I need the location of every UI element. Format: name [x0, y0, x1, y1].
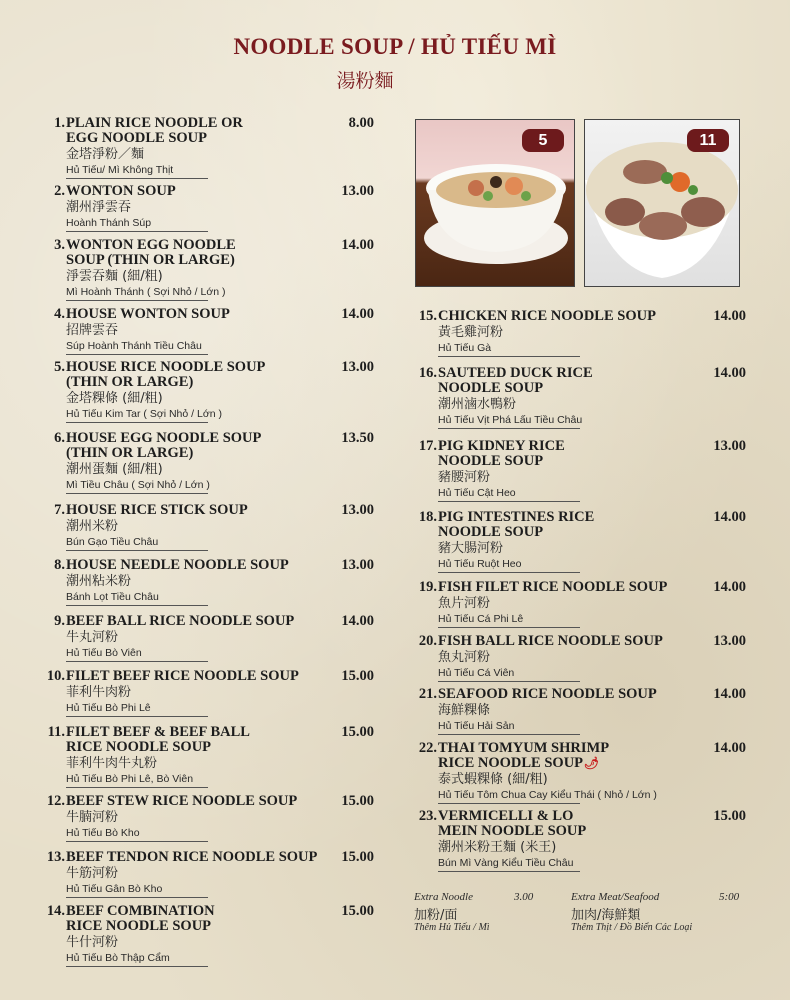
- item-price: 15.00: [341, 668, 374, 684]
- item-price: 14.00: [713, 686, 746, 702]
- extra-price: 5:00: [719, 891, 740, 903]
- item-name: [66, 238, 336, 268]
- item-name-line: FISH FILET RICE NOODLE SOUP: [438, 579, 668, 595]
- item-name-line: HOUSE RICE NOODLE SOUP: [66, 359, 266, 375]
- item-price: 15.00: [713, 808, 746, 824]
- item-divider: [66, 787, 208, 788]
- item-price: 15.00: [341, 724, 374, 740]
- item-number: 15.: [418, 308, 437, 324]
- item-name: [66, 184, 336, 199]
- item-vietnamese-name: Hủ Tiếu Hải Sản: [438, 720, 515, 732]
- item-number: 17.: [418, 438, 437, 454]
- item-price: 15.00: [341, 793, 374, 809]
- item-price: 14.00: [713, 740, 746, 756]
- item-price: 8.00: [348, 115, 374, 131]
- item-name-line: PIG KIDNEY RICE: [438, 438, 565, 454]
- item-divider: [66, 300, 208, 301]
- item-name: [438, 439, 708, 469]
- item-divider: [66, 422, 208, 423]
- item-price: 13.00: [341, 557, 374, 573]
- item-divider: [66, 661, 208, 662]
- item-price: 14.00: [341, 306, 374, 322]
- item-divider: [66, 841, 208, 842]
- item-vietnamese-name: Hủ Tiếu/ Mì Không Thịt: [66, 164, 174, 176]
- item-vietnamese-name: Hủ Tiếu Cá Phi Lê: [438, 613, 524, 625]
- dish-photo-5: [415, 119, 575, 287]
- item-name: [66, 725, 336, 755]
- item-divider: [66, 605, 208, 606]
- item-number: 8.: [54, 557, 65, 573]
- item-number: 1.: [54, 115, 65, 131]
- item-divider: [66, 966, 208, 967]
- item-number: 21.: [418, 686, 437, 702]
- item-chinese-name: 豬腰河粉: [438, 470, 491, 485]
- item-name-line: EGG NOODLE SOUP: [66, 130, 207, 146]
- item-vietnamese-name: Hủ Tiếu Kim Tar ( Sợi Nhỏ / Lớn ): [66, 408, 222, 420]
- page-subtitle: 湯粉麵: [336, 70, 394, 92]
- item-price: 13.00: [341, 502, 374, 518]
- item-price: 15.00: [341, 849, 374, 865]
- item-price: 14.00: [341, 237, 374, 253]
- item-name-line: NOODLE SOUP: [438, 380, 544, 396]
- item-divider: [66, 354, 208, 355]
- item-name-line: BEEF STEW RICE NOODLE SOUP: [66, 793, 298, 809]
- item-vietnamese-name: Hủ Tiếu Bò Phi Lê, Bò Viên: [66, 773, 194, 785]
- item-price: 13.00: [341, 359, 374, 375]
- item-chinese-name: 潮州淨雲吞: [66, 200, 132, 215]
- item-number: 6.: [54, 430, 65, 446]
- item-divider: [438, 681, 580, 682]
- extra-vi: Thêm Hủ Tiếu / Mì: [414, 922, 490, 933]
- photo-badge: 11: [687, 129, 729, 152]
- item-name: [438, 687, 708, 702]
- item-chinese-name: 菲利牛肉粉: [66, 685, 132, 700]
- item-name-line: BEEF BALL RICE NOODLE SOUP: [66, 613, 295, 629]
- item-chinese-name: 潮州米粉: [66, 519, 119, 534]
- item-name-line: MEIN NOODLE SOUP: [438, 823, 587, 839]
- item-price: 14.00: [713, 509, 746, 525]
- item-name-line: (THIN OR LARGE): [66, 374, 194, 390]
- item-price: 14.00: [341, 613, 374, 629]
- item-name-line: HOUSE EGG NOODLE SOUP: [66, 430, 262, 446]
- item-divider: [438, 501, 580, 502]
- item-vietnamese-name: Mì Tiều Châu ( Sợi Nhỏ / Lớn ): [66, 479, 210, 491]
- item-number: 23.: [418, 808, 437, 824]
- item-vietnamese-name: Hủ Tiếu Bò Viên: [66, 647, 142, 659]
- item-price: 13.00: [713, 438, 746, 454]
- item-vietnamese-name: Hủ Tiếu Bò Phi Lê: [66, 702, 151, 714]
- extra-price: 3.00: [514, 891, 534, 903]
- item-chinese-name: 魚片河粉: [438, 596, 491, 611]
- item-chinese-name: 潮州滷水鴨粉: [438, 397, 517, 412]
- item-vietnamese-name: Bún Mì Vàng Kiểu Tiều Châu: [438, 857, 574, 869]
- item-name-line: FILET BEEF RICE NOODLE SOUP: [66, 668, 299, 684]
- item-price: 14.00: [713, 365, 746, 381]
- page-title: NOODLE SOUP / HỦ TIẾU MÌ: [233, 34, 557, 59]
- item-divider: [438, 803, 580, 804]
- item-name: [66, 614, 336, 629]
- item-price: 15.00: [341, 903, 374, 919]
- item-name: [66, 904, 336, 934]
- item-price: 13.00: [341, 183, 374, 199]
- item-divider: [66, 550, 208, 551]
- photo-badge: 5: [522, 129, 564, 152]
- item-vietnamese-name: Súp Hoành Thánh Tiều Châu: [66, 340, 202, 352]
- item-chinese-name: 豬大腸河粉: [438, 541, 504, 556]
- item-name-line: WONTON EGG NOODLE: [66, 237, 236, 253]
- item-divider: [66, 897, 208, 898]
- item-name-line: PLAIN RICE NOODLE OR: [66, 115, 243, 131]
- item-name-line: (THIN OR LARGE): [66, 445, 194, 461]
- item-number: 7.: [54, 502, 65, 518]
- item-name: [438, 809, 708, 839]
- item-name-line: CHICKEN RICE NOODLE SOUP: [438, 308, 656, 324]
- item-vietnamese-name: Hủ Tiếu Vịt Phá Lấu Tiều Châu: [438, 414, 583, 426]
- item-name: [66, 116, 336, 146]
- item-number: 12.: [46, 793, 65, 809]
- item-divider: [438, 871, 580, 872]
- item-name-line: VERMICELLI & LO: [438, 808, 574, 824]
- item-vietnamese-name: Mì Hoành Thánh ( Sợi Nhỏ / Lớn ): [66, 286, 226, 298]
- chili-pepper-icon: 🌶: [584, 756, 600, 770]
- extra-zh: 加肉/海鮮類: [571, 908, 641, 923]
- item-chinese-name: 黃毛雞河粉: [438, 325, 504, 340]
- item-name-line: SAUTEED DUCK RICE: [438, 365, 593, 381]
- item-name: [438, 510, 708, 540]
- item-name: [66, 431, 336, 461]
- item-number: 4.: [54, 306, 65, 322]
- item-name-line: RICE NOODLE SOUP: [66, 918, 212, 934]
- extra-zh: 加粉/面: [414, 908, 458, 923]
- item-name-line: BEEF COMBINATION: [66, 903, 215, 919]
- item-divider: [438, 734, 580, 735]
- item-chinese-name: 潮州米粉王麵 (米王): [438, 840, 557, 855]
- item-vietnamese-name: Hủ Tiếu Gà: [438, 342, 492, 354]
- item-divider: [438, 627, 580, 628]
- item-divider: [66, 178, 208, 179]
- item-divider: [66, 493, 208, 494]
- item-chinese-name: 潮州粘米粉: [66, 574, 132, 589]
- item-chinese-name: 金塔淨粉／麵: [66, 147, 145, 162]
- item-chinese-name: 泰式蝦粿條 (細/粗): [438, 772, 548, 787]
- item-number: 9.: [54, 613, 65, 629]
- item-name-text: RICE NOODLE SOUP: [438, 755, 584, 771]
- item-chinese-name: 魚丸河粉: [438, 650, 491, 665]
- item-name: [438, 634, 708, 649]
- item-name: [66, 794, 336, 809]
- item-price: 13.50: [341, 430, 374, 446]
- item-number: 2.: [54, 183, 65, 199]
- item-name: [438, 309, 708, 324]
- item-name-line: NOODLE SOUP: [438, 524, 544, 540]
- item-name-line: HOUSE WONTON SOUP: [66, 306, 230, 322]
- extra-label: Extra Meat/Seafood: [571, 891, 660, 903]
- item-vietnamese-name: Bánh Lọt Tiều Châu: [66, 591, 159, 603]
- extra-vi: Thêm Thịt / Đồ Biển Các Loại: [571, 922, 693, 933]
- item-name-line: [438, 756, 708, 771]
- item-name: [66, 307, 336, 322]
- item-chinese-name: 菲利牛肉牛丸粉: [66, 756, 158, 771]
- item-name-line: FILET BEEF & BEEF BALL: [66, 724, 250, 740]
- item-number: 5.: [54, 359, 65, 375]
- item-number: 10.: [46, 668, 65, 684]
- item-chinese-name: 牛筋河粉: [66, 866, 119, 881]
- item-name: [66, 558, 336, 573]
- item-name: [66, 669, 336, 684]
- item-price: 14.00: [713, 579, 746, 595]
- item-name: [66, 360, 336, 390]
- extra-label: Extra Noodle: [414, 891, 473, 903]
- item-vietnamese-name: Hủ Tiếu Tôm Chua Cay Kiểu Thái ( Nhỏ / Lớn ): [438, 789, 657, 801]
- item-name-line: BEEF TENDON RICE NOODLE SOUP: [66, 849, 318, 865]
- item-name-line: SEAFOOD RICE NOODLE SOUP: [438, 686, 657, 702]
- item-chinese-name: 潮州蛋麵 (細/粗): [66, 462, 163, 477]
- item-name-line: FISH BALL RICE NOODLE SOUP: [438, 633, 663, 649]
- item-chinese-name: 金塔粿條 (細/粗): [66, 391, 163, 406]
- item-divider: [66, 231, 208, 232]
- item-chinese-name: 海鮮粿條: [438, 703, 491, 718]
- item-vietnamese-name: Hủ Tiếu Cật Heo: [438, 487, 516, 499]
- item-chinese-name: 牛腩河粉: [66, 810, 119, 825]
- item-number: 11.: [47, 724, 65, 740]
- item-chinese-name: 淨雲吞麵 (細/粗): [66, 269, 163, 284]
- item-vietnamese-name: Hủ Tiếu Bò Kho: [66, 827, 140, 839]
- item-divider: [438, 572, 580, 573]
- item-name: [66, 850, 336, 865]
- item-number: 3.: [54, 237, 65, 253]
- item-number: 18.: [418, 509, 437, 525]
- dish-photo-11: [584, 119, 740, 287]
- item-chinese-name: 招牌雲吞: [66, 323, 119, 338]
- item-price: 14.00: [713, 308, 746, 324]
- item-number: 20.: [418, 633, 437, 649]
- item-number: 13.: [46, 849, 65, 865]
- item-number: 19.: [418, 579, 437, 595]
- item-name: [438, 580, 708, 595]
- item-chinese-name: 牛什河粉: [66, 935, 119, 950]
- item-name-line: RICE NOODLE SOUP: [66, 739, 212, 755]
- item-name-line: SOUP (THIN OR LARGE): [66, 252, 235, 268]
- item-name-line: HOUSE RICE STICK SOUP: [66, 502, 248, 518]
- item-name-line: WONTON SOUP: [66, 183, 176, 199]
- item-number: 16.: [418, 365, 437, 381]
- item-number: 14.: [46, 903, 65, 919]
- item-divider: [438, 356, 580, 357]
- item-name-line: THAI TOMYUM SHRIMP: [438, 740, 610, 756]
- item-vietnamese-name: Bún Gạo Tiều Châu: [66, 536, 159, 548]
- item-name-line: PIG INTESTINES RICE: [438, 509, 595, 525]
- item-price: 13.00: [713, 633, 746, 649]
- item-name: [438, 741, 708, 771]
- item-divider: [66, 716, 208, 717]
- item-number: 22.: [418, 740, 437, 756]
- item-name-line: HOUSE NEEDLE NOODLE SOUP: [66, 557, 289, 573]
- item-name-line: NOODLE SOUP: [438, 453, 544, 469]
- item-vietnamese-name: Hoành Thánh Súp: [66, 217, 152, 229]
- item-vietnamese-name: Hủ Tiếu Bò Thập Cẩm: [66, 952, 170, 964]
- item-divider: [438, 428, 580, 429]
- item-name: [66, 503, 336, 518]
- item-vietnamese-name: Hủ Tiếu Gân Bò Kho: [66, 883, 163, 895]
- item-chinese-name: 牛丸河粉: [66, 630, 119, 645]
- item-name: [438, 366, 708, 396]
- item-vietnamese-name: Hủ Tiếu Cá Viên: [438, 667, 515, 679]
- item-vietnamese-name: Hủ Tiếu Ruột Heo: [438, 558, 522, 570]
